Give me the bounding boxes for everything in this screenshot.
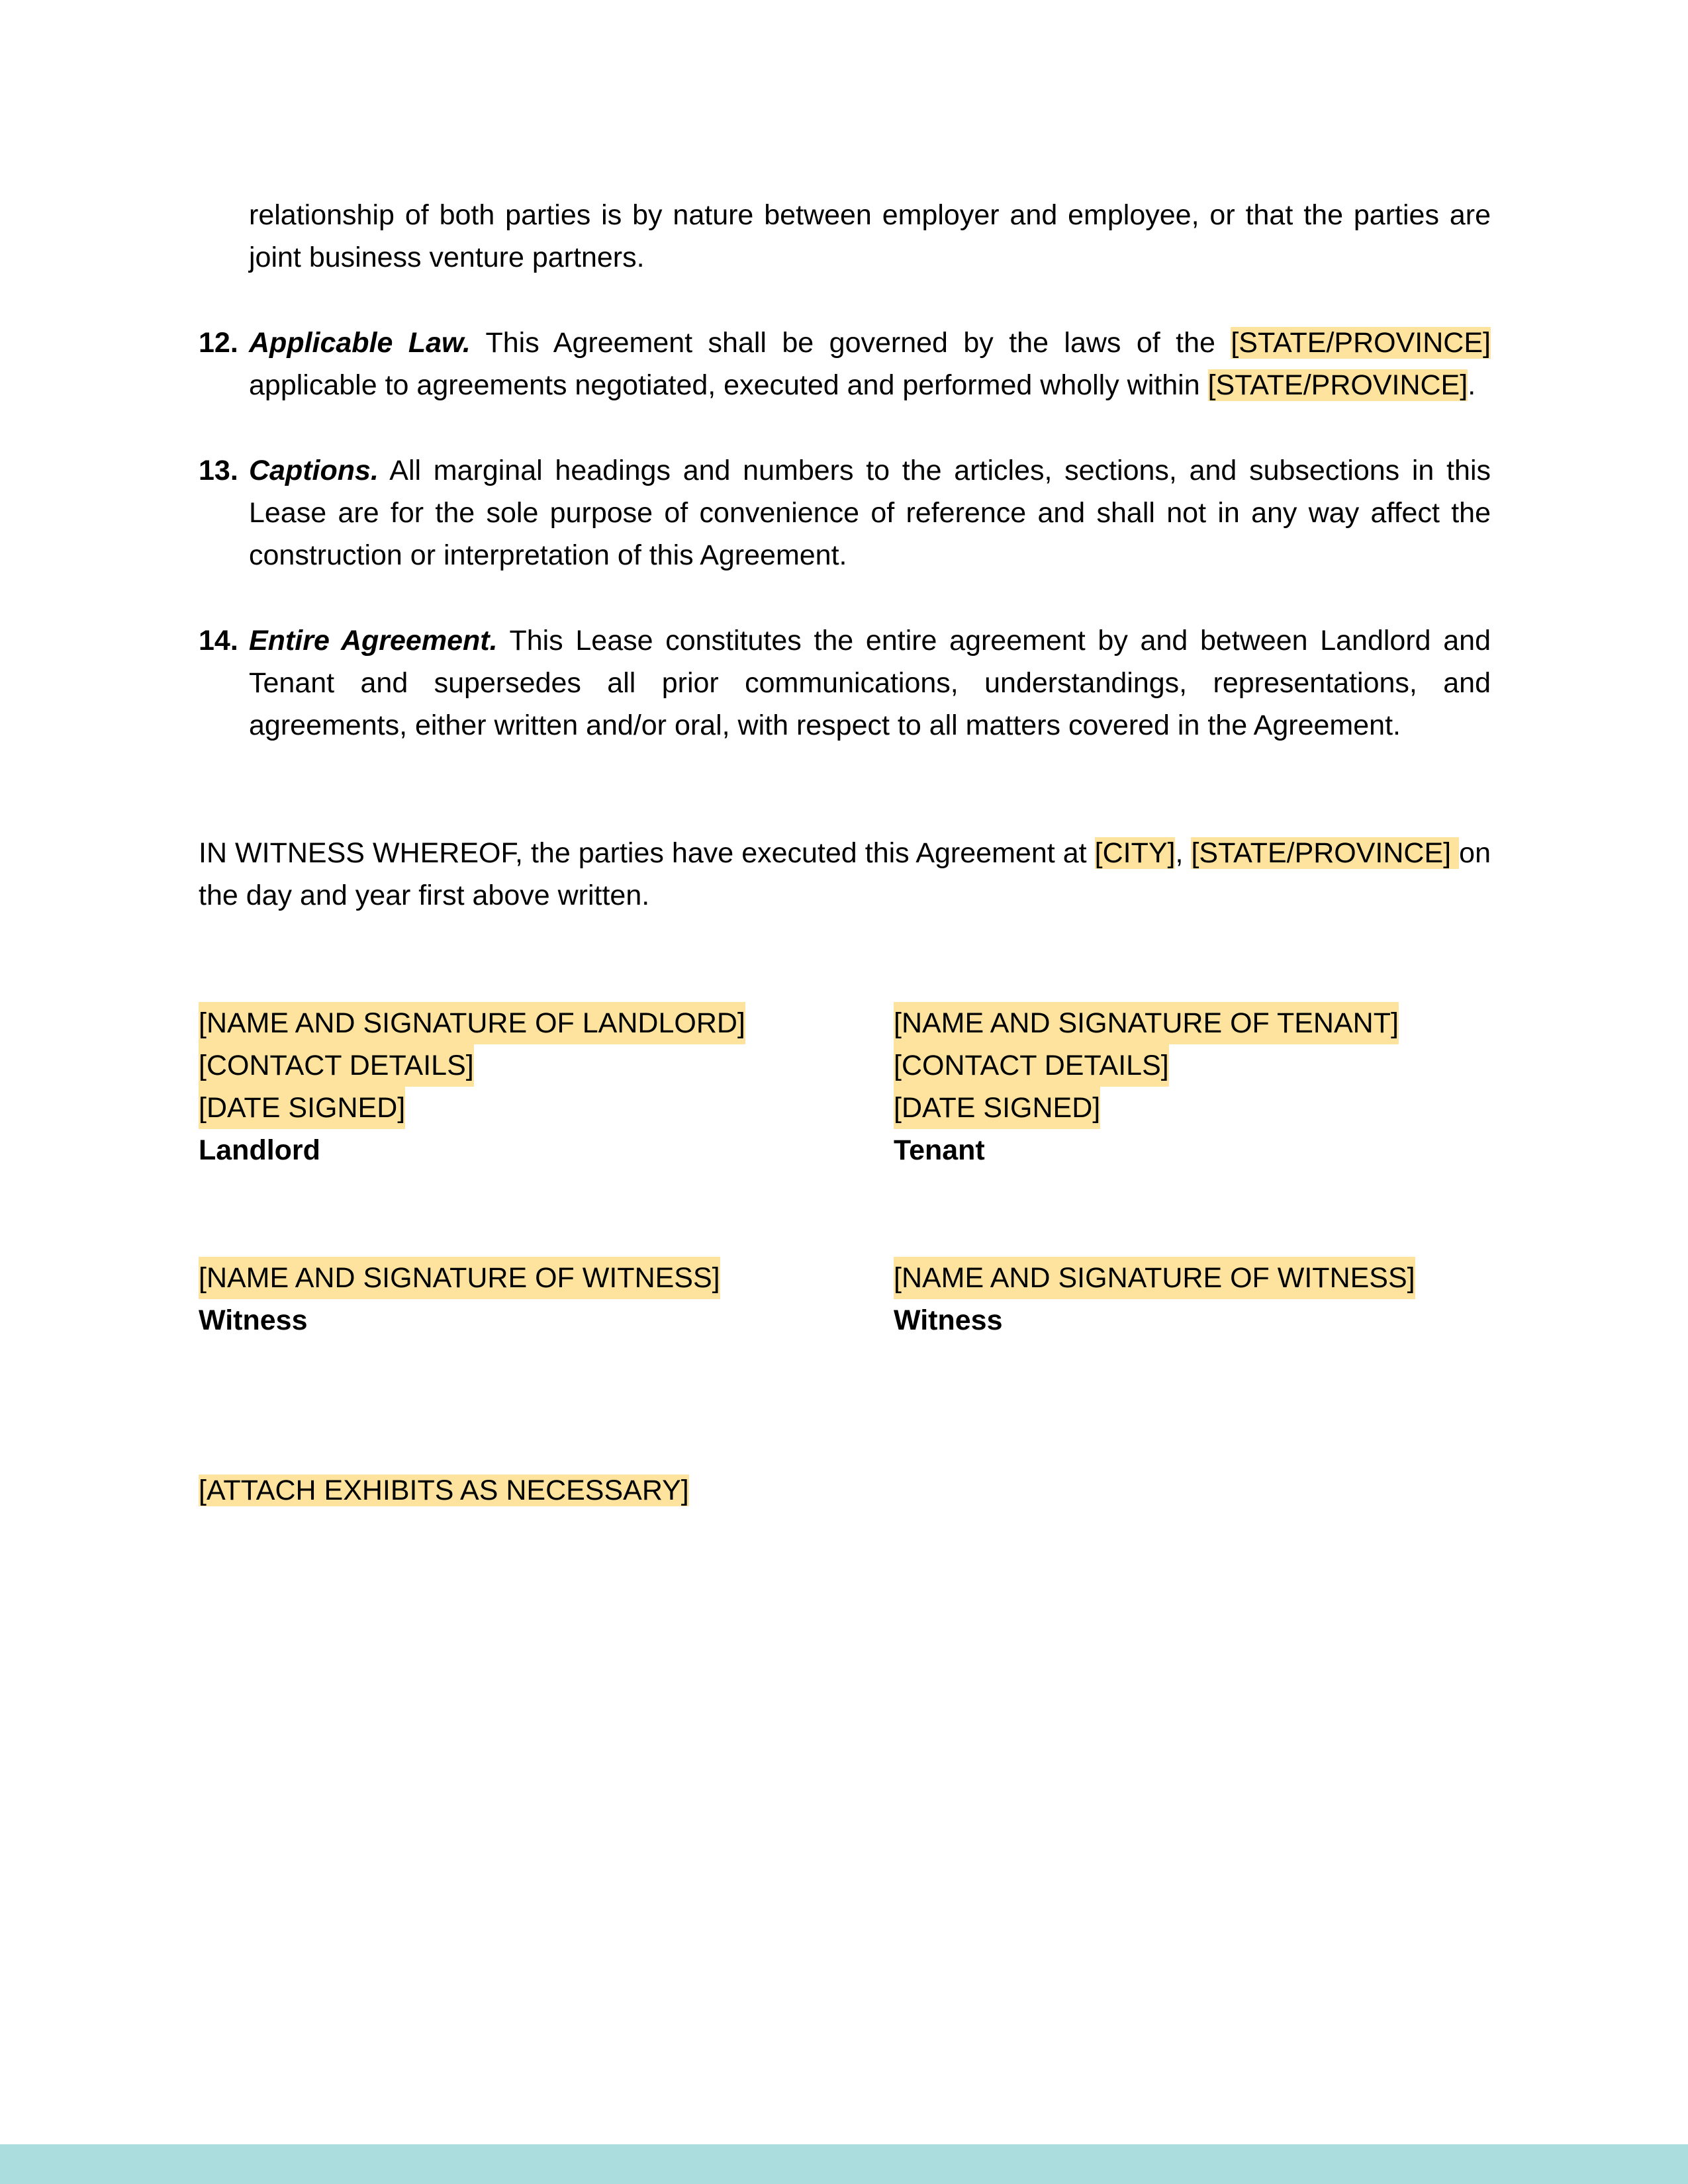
landlord-name-placeholder: [NAME AND SIGNATURE OF LANDLORD] [199, 1002, 745, 1044]
witness-role-label: Witness [894, 1304, 1003, 1336]
clause-text: All marginal headings and numbers to the articles, sections, and subsections in this Lease are for the sole purpose of convenience of reference and shall not in any way affect the construction or interpretation of this Agreement. [249, 455, 1491, 571]
landlord-contact-placeholder: [CONTACT DETAILS] [199, 1044, 474, 1087]
clause-title: Captions. [249, 455, 379, 486]
tenant-contact-placeholder: [CONTACT DETAILS] [894, 1044, 1169, 1087]
witness-name-placeholder: [NAME AND SIGNATURE OF WITNESS] [199, 1257, 720, 1299]
clause-number: 12. [199, 327, 238, 359]
witness-right-signature-block [894, 1257, 1491, 1342]
clause-title: Entire Agreement. [249, 625, 498, 657]
clause-number: 13. [199, 455, 238, 486]
clause-11-continuation [199, 194, 1491, 279]
witness-role-label: Witness [199, 1304, 308, 1336]
footer-band [0, 2144, 1688, 2184]
placeholder-city: [CITY] [1094, 837, 1176, 869]
witness-statement-separator: , [1175, 837, 1192, 869]
continuation-text: relationship of both parties is by nature between employer and employee, or that the parties are joint business venture partners. [249, 199, 1491, 273]
placeholder-state-province: [STATE/PROVINCE] [1231, 327, 1491, 359]
tenant-role-label: Tenant [894, 1134, 985, 1166]
clause-14 [199, 619, 1491, 747]
attach-exhibits-placeholder: [ATTACH EXHIBITS AS NECESSARY] [199, 1475, 689, 1506]
witness-statement-text: on the day and year first above written. [199, 837, 1491, 911]
landlord-date-placeholder: [DATE SIGNED] [199, 1087, 405, 1129]
witness-name-placeholder: [NAME AND SIGNATURE OF WITNESS] [894, 1257, 1415, 1299]
witness-statement-text: IN WITNESS WHEREOF, the parties have executed this Agreement at [199, 837, 1095, 869]
clause-title: Applicable Law. [249, 327, 471, 359]
clause-text: applicable to agreements negotiated, executed and performed wholly within [249, 369, 1208, 401]
tenant-name-placeholder: [NAME AND SIGNATURE OF TENANT] [894, 1002, 1399, 1044]
signature-section [199, 1002, 1491, 1171]
tenant-date-placeholder: [DATE SIGNED] [894, 1087, 1100, 1129]
clause-12 [199, 322, 1491, 406]
witness-signature-section [199, 1257, 1491, 1342]
clause-13 [199, 449, 1491, 576]
landlord-role-label: Landlord [199, 1134, 320, 1166]
tenant-signature-block [894, 1002, 1491, 1171]
witness-statement [199, 832, 1491, 917]
clause-text: . [1468, 369, 1476, 401]
placeholder-state-province: [STATE/PROVINCE] [1207, 369, 1468, 401]
clause-text: This Agreement shall be governed by the laws of the [470, 327, 1231, 359]
attach-exhibits-note [199, 1469, 1491, 1512]
landlord-signature-block [199, 1002, 894, 1171]
clause-number: 14. [199, 625, 238, 657]
document-body [199, 194, 1491, 1512]
clause-text: This Lease constitutes the entire agreement by and between Landlord and Tenant and supersedes all prior communications, understandings, representations, and agreements, either written and/or oral, with respect to all matters covered in the Agreement. [249, 625, 1491, 741]
witness-left-signature-block [199, 1257, 894, 1342]
placeholder-state-province: [STATE/PROVINCE] [1191, 837, 1460, 869]
